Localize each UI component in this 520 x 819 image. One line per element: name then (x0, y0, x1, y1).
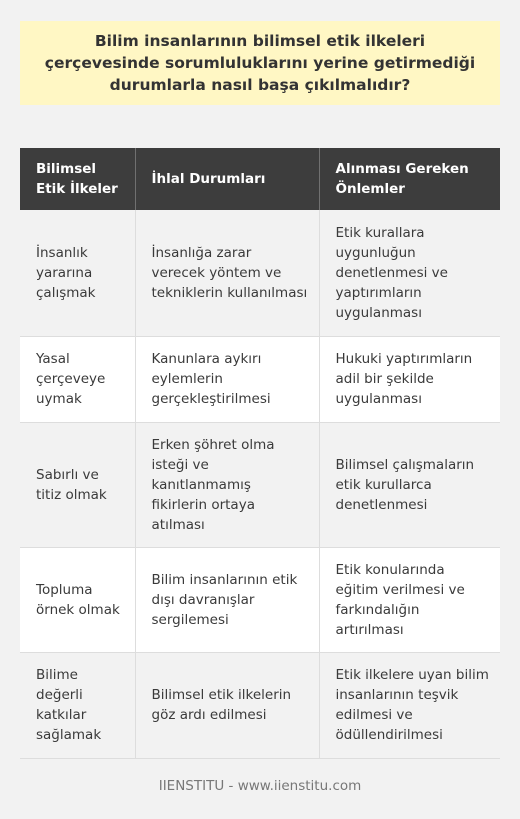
table-cell-principle: Bilime değerli katkılar sağlamak (20, 652, 135, 758)
table-cell-measure: Etik ilkelere uyan bilim insanlarının teşvik edilmesi ve ödüllendirilmesi (319, 652, 500, 758)
table-row (20, 547, 500, 652)
table-row (20, 210, 500, 336)
column-header-principles: Bilimsel Etik İlkeler (20, 148, 135, 210)
table-cell-violation: İnsanlığa zarar verecek yöntem ve tekniklerin kullanılması (135, 210, 319, 336)
table-cell-principle: Topluma örnek olmak (20, 547, 135, 652)
column-header-measures: Alınması Gereken Önlemler (319, 148, 500, 210)
table-cell-principle: İnsanlık yararına çalışmak (20, 210, 135, 336)
table-row (20, 652, 500, 758)
ethics-table (20, 148, 500, 759)
page-title: Bilim insanlarının bilimsel etik ilkeleri çerçevesinde sorumluluklarını yerine getirmediği durumlarla nasıl başa çıkılmalıdır? (44, 32, 476, 94)
table-cell-measure: Etik konularında eğitim verilmesi ve farkındalığın artırılması (319, 547, 500, 652)
column-header-violations: İhlal Durumları (135, 148, 319, 210)
title-banner (20, 21, 500, 105)
table-cell-violation: Bilim insanlarının etik dışı davranışlar sergilemesi (135, 547, 319, 652)
table-cell-measure: Hukuki yaptırımların adil bir şekilde uygulanması (319, 336, 500, 422)
table-cell-principle: Yasal çerçeveye uymak (20, 336, 135, 422)
table-row (20, 336, 500, 422)
table-cell-principle: Sabırlı ve titiz olmak (20, 422, 135, 547)
table-header-row (20, 148, 500, 210)
footer-credit: IIENSTITU - www.iienstitu.com (158, 778, 362, 794)
table-cell-violation: Erken şöhret olma isteği ve kanıtlanmamış fikirlerin ortaya atılması (135, 422, 319, 547)
table-cell-measure: Etik kurallara uygunluğun denetlenmesi ve yaptırımların uygulanması (319, 210, 500, 336)
table-row (20, 422, 500, 547)
table-cell-violation: Kanunlara aykırı eylemlerin gerçekleştirilmesi (135, 336, 319, 422)
table-cell-measure: Bilimsel çalışmaların etik kurullarca denetlenmesi (319, 422, 500, 547)
table-cell-violation: Bilimsel etik ilkelerin göz ardı edilmesi (135, 652, 319, 758)
